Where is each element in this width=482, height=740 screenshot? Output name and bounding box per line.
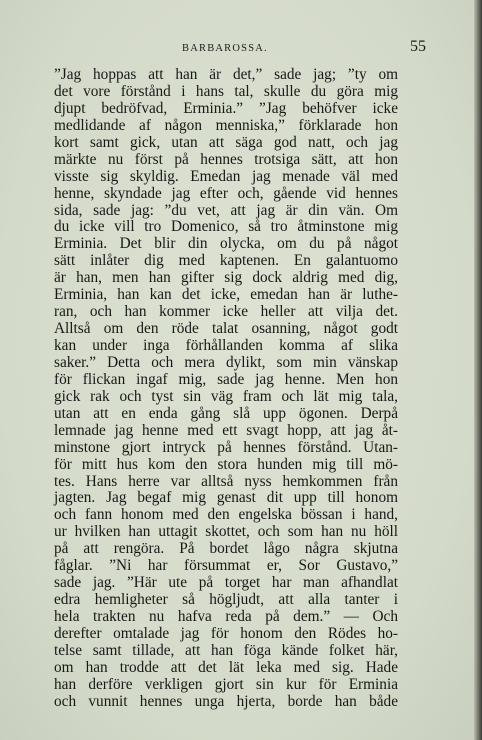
text-line: Erminia, han kan det icke, emedan han är luthe-	[54, 286, 398, 304]
text-line: visste sig skyldig. Emedan jag menade väl med	[54, 167, 398, 185]
text-line: fåglar. ”Ni har försummat er, Sor Gustavo,”	[54, 557, 398, 575]
text-line: saker.” Detta och mera dylikt, som min vänskap	[54, 353, 398, 371]
text-line: kan under inga förhållanden komma af slika	[54, 337, 398, 354]
text-line: edra hemligheter så högljudt, att alla tanter i	[54, 591, 398, 609]
text-line: telse samt tillade, att han föga kände folket här,	[54, 641, 398, 659]
text-line: om han trodde att det lät leka med sig. Hade	[54, 658, 398, 676]
text-line: sätt inlåter dig med kaptenen. En galantuomo	[54, 252, 398, 270]
running-title: BARBAROSSA.	[182, 43, 268, 54]
text-line: djupt bedröfvad, Erminia.” ”Jag behöfver icke	[54, 99, 398, 117]
text-line: derefter omtalade jag för honom den Rödes ho-	[54, 624, 398, 642]
text-line: Erminia. Det blir din olycka, om du på något	[54, 235, 398, 253]
page-edge-shadow	[474, 0, 482, 740]
text-line: kort samt gick, utan att säga god natt, och jag	[54, 133, 398, 151]
text-line: och vunnit hennes unga hjerta, borde han både	[54, 692, 398, 710]
page-number: 55	[410, 38, 426, 55]
text-line: du icke vill tro Domenico, så tro åtminstone mig	[54, 218, 398, 236]
text-line: sida, sade jag: ”du vet, att jag är din vän. Om	[54, 201, 398, 219]
running-header	[54, 38, 436, 60]
text-line: för flickan ingaf mig, sade jag henne. Men hon	[54, 370, 398, 388]
text-line: och fann honom med den engelska bössan i hand,	[54, 506, 398, 524]
text-line: sade jag. ”Här ute på torget har man afhandlat	[54, 574, 398, 592]
text-line: han derföre verkligen gjort sin kur för Erminia	[54, 675, 398, 693]
text-line: tes. Hans herre var alltså nyss hemkommen från	[54, 472, 398, 490]
text-line: hela trakten nu hafva reda på dem.” — Och	[54, 608, 398, 625]
text-line: ur hvilken han uttagit skottet, och som han nu höll	[54, 523, 398, 541]
text-line: märkte nu först på hennes trotsiga sätt, att hon	[54, 150, 398, 168]
text-line: det vore förstånd i hans tal, skulle du göra mig	[54, 82, 398, 100]
text-line: jagten. Jag begaf mig genast dit upp till honom	[54, 489, 398, 507]
text-line: minstone gjort intryck på hennes förstånd. Utan-	[54, 438, 398, 456]
text-line: på att rengöra. På bordet lågo några skjutna	[54, 540, 398, 558]
text-line: ”Jag hoppas att han är det,” sade jag; ”ty om	[54, 66, 398, 83]
text-line: henne, skyndade jag efter och, gående vid hennes	[54, 184, 398, 202]
text-line: är han, men han gifter sig dock aldrig med dig,	[54, 269, 398, 287]
text-line: gick rak och tyst sin väg fram och lät mig tala,	[54, 387, 398, 405]
body-text	[54, 67, 398, 711]
text-line: ran, och han kommer icke heller att vilja det.	[54, 303, 398, 321]
text-line: medlidande af någon menniska,” förklarade hon	[54, 116, 398, 134]
text-line: lemnade jag henne med ett svagt hopp, att jag åt-	[54, 421, 398, 439]
text-line: utan att en enda gång slå upp ögonen. Derpå	[54, 404, 398, 422]
text-line: för mitt hus kom den stora hunden mig till mö-	[54, 455, 398, 473]
text-line: Alltså om den röde talat osanning, något godt	[54, 320, 398, 338]
